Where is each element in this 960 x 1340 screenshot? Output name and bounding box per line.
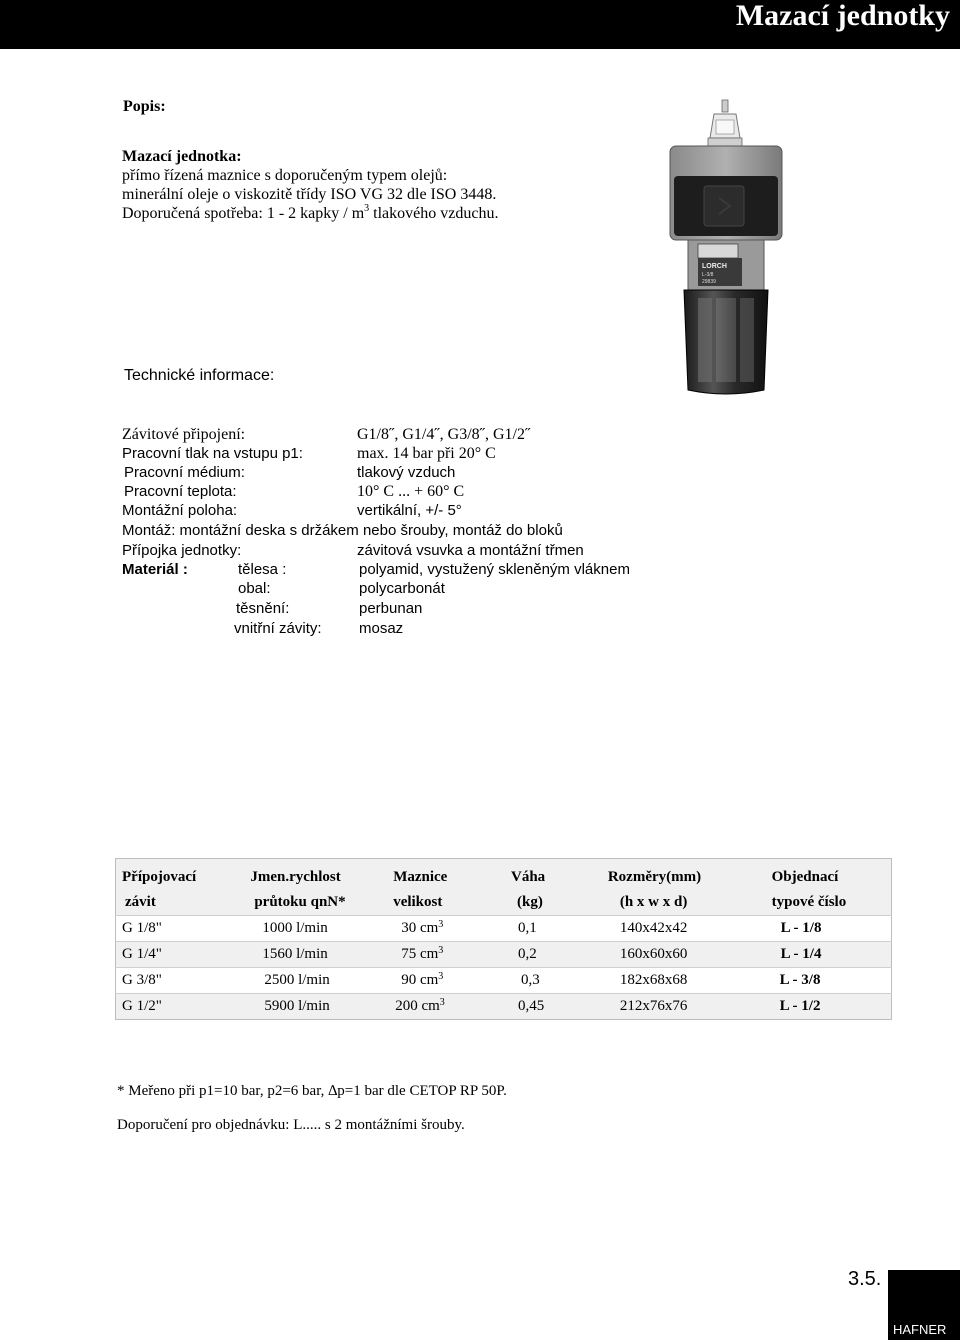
table-header-row-1 xyxy=(116,859,892,891)
tech-value-temperature: 10° C ... + 60° C xyxy=(357,483,465,500)
lubricator-image xyxy=(664,98,790,398)
cell-order-code: L - 1/4 xyxy=(760,942,892,968)
header-order-code: Objednací xyxy=(760,859,892,891)
material-value-cover: polycarbonát xyxy=(359,580,445,597)
cell-dimensions: 160x60x60 xyxy=(590,942,760,968)
page-title: Mazací jednotky xyxy=(735,0,950,32)
spec-table xyxy=(115,858,892,1020)
tech-heading: Technické informace: xyxy=(124,367,275,384)
page-number: 3.5. xyxy=(848,1268,882,1290)
material-part-threads: vnitřní závity: xyxy=(234,620,322,637)
header-dimensions: Rozměry(mm) xyxy=(590,859,760,891)
cell-size: 200 $cm^3$ xyxy=(387,994,505,1020)
cell-dimensions: 182x68x68 xyxy=(590,968,760,994)
material-part-cover: obal: xyxy=(238,580,271,597)
material-part-seal: těsnění: xyxy=(236,600,290,617)
footnote-order: Doporučení pro objednávku: L..... s 2 montážními šrouby. xyxy=(117,1117,465,1133)
cell-thread: G 3/8" xyxy=(116,968,241,994)
header-flow: Jmen.rychlost xyxy=(240,859,387,891)
material-value-threads: mosaz xyxy=(359,620,404,637)
tech-label-connection: Přípojka jednotky: xyxy=(122,542,242,559)
table-row xyxy=(116,916,892,942)
cell-size: 90 $cm^3$ xyxy=(387,968,505,994)
tech-label-position: Montážní poloha: xyxy=(122,502,238,519)
material-part-body: tělesa : xyxy=(238,561,287,578)
description-line-2: minerální oleje o viskozitě třídy ISO VG 32 dle ISO 3448. xyxy=(122,186,497,203)
cell-flow: 1000 l/min xyxy=(240,916,387,942)
material-label: Materiál : xyxy=(122,561,188,578)
cell-order-code: L - 1/2 xyxy=(760,994,892,1020)
code-label: L-3/8 xyxy=(702,272,714,278)
header-order-code-sub: typové číslo xyxy=(760,890,892,916)
cell-weight: 0,3 xyxy=(505,968,590,994)
tech-mounting: Montáž: montážní deska s držákem nebo šrouby, montáž do bloků xyxy=(122,522,563,539)
table-row xyxy=(116,994,892,1020)
unit-title: Mazací jednotka: xyxy=(122,148,242,165)
tech-label-thread: Závitové připojení: xyxy=(122,426,246,443)
header-flow-sub: průtoku qnN* xyxy=(240,890,387,916)
table-row xyxy=(116,942,892,968)
cell-weight: 0,45 xyxy=(505,994,590,1020)
header-thread-sub: závit xyxy=(116,890,241,916)
cell-order-code: L - 3/8 xyxy=(760,968,892,994)
tech-label-pressure: Pracovní tlak na vstupu p1: xyxy=(122,445,303,462)
tech-value-thread: G1/8˝, G1/4˝, G3/8˝, G1/2˝ xyxy=(357,426,531,443)
number-label: 29839 xyxy=(702,279,716,285)
cell-flow: 5900 l/min xyxy=(240,994,387,1020)
header-weight-sub: (kg) xyxy=(505,890,590,916)
tech-value-position: vertikální, +/- 5° xyxy=(357,502,462,519)
tech-value-connection: závitová vsuvka a montážní třmen xyxy=(357,542,584,559)
footnote-measured: * Meřeno při p1=10 bar, p2=6 bar, ∆p=1 bar dle CETOP RP 50P. xyxy=(117,1083,507,1099)
table-row xyxy=(116,968,892,994)
tech-value-pressure: max. 14 bar při 20° C xyxy=(357,445,496,462)
cell-flow: 2500 l/min xyxy=(240,968,387,994)
tech-value-medium: tlakový vzduch xyxy=(357,464,456,481)
tech-label-temperature: Pracovní teplota: xyxy=(124,483,237,500)
header-size: Maznice xyxy=(387,859,505,891)
description-line-3: Doporučená spotřeba: 1 - 2 kapky / $m^3$ tlakového vzduchu. xyxy=(122,203,499,222)
cell-thread: G 1/4" xyxy=(116,942,241,968)
cell-order-code: L - 1/8 xyxy=(760,916,892,942)
tech-label-medium: Pracovní médium: xyxy=(124,464,245,481)
header-dimensions-sub: (h x w x d) xyxy=(590,890,760,916)
material-value-seal: perbunan xyxy=(359,600,423,617)
header-weight: Váha xyxy=(505,859,590,891)
cell-size: 30 $cm^3$ xyxy=(387,916,505,942)
brand-label: LORCH xyxy=(702,263,727,270)
description-line-1: přímo řízená maznice s doporučeným typem olejů: xyxy=(122,167,448,184)
cell-thread: G 1/2" xyxy=(116,994,241,1020)
header-thread: Přípojovací xyxy=(116,859,241,891)
table-header-row-2 xyxy=(116,890,892,916)
cell-thread: G 1/8" xyxy=(116,916,241,942)
cell-weight: 0,2 xyxy=(505,942,590,968)
cell-dimensions: 212x76x76 xyxy=(590,994,760,1020)
material-value-body: polyamid, vystužený skleněným vláknem xyxy=(359,561,630,578)
cell-size: 75 $cm^3$ xyxy=(387,942,505,968)
cell-dimensions: 140x42x42 xyxy=(590,916,760,942)
cell-flow: 1560 l/min xyxy=(240,942,387,968)
description-heading: Popis: xyxy=(123,98,166,115)
brand-logo: HAFNER xyxy=(893,1322,947,1337)
cell-weight: 0,1 xyxy=(505,916,590,942)
header-size-sub: velikost xyxy=(387,890,505,916)
